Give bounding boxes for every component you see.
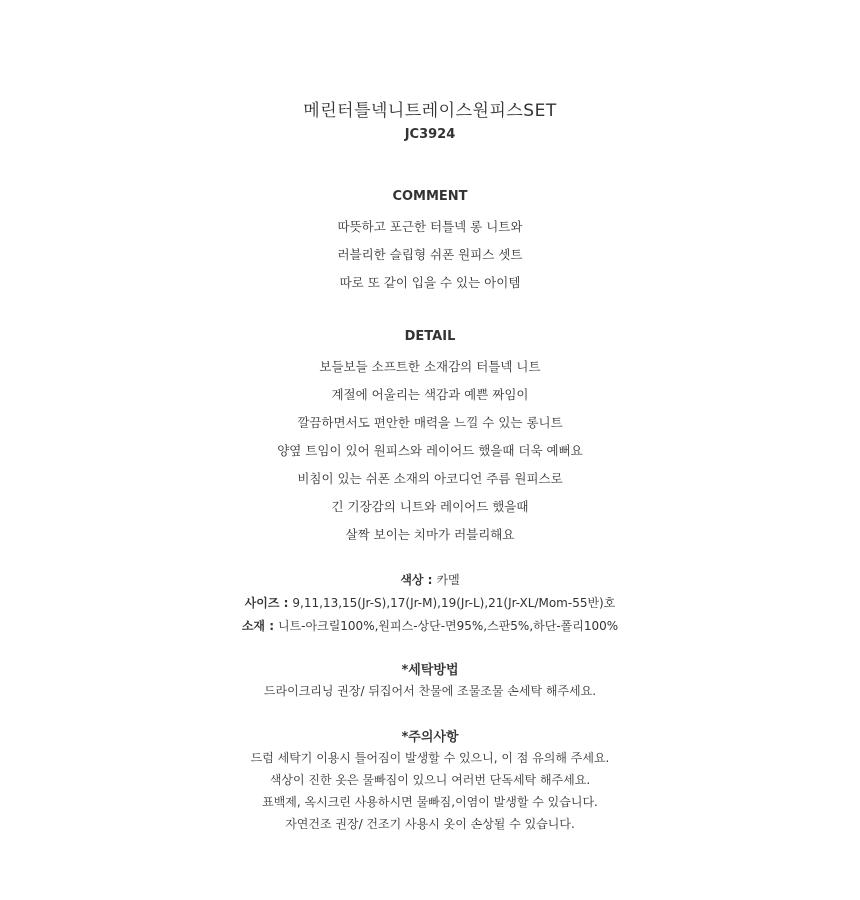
comment-line: 따로 또 같이 입을 수 있는 아이템 — [339, 275, 521, 290]
caution-line: 표백제, 옥시크린 사용하시면 물빠짐,이염이 발생할 수 있습니다. — [262, 795, 598, 809]
detail-line: 긴 기장감의 니트와 레이어드 했을때 — [331, 499, 529, 514]
detail-line: 비침이 있는 쉬폰 소재의 아코디언 주름 원피스로 — [297, 471, 563, 486]
detail-line: 깔끔하면서도 편안한 매력을 느낄 수 있는 롱니트 — [297, 415, 563, 430]
washing-heading: *세탁방법 — [401, 663, 459, 678]
spec-material — [0, 617, 860, 634]
spec-material-value: 니트-아크릴100%,원피스-상단-면95%,스판5%,하단-폴리100% — [278, 619, 619, 633]
spec-size-value: 9,11,13,15(Jr-S),17(Jr-M),19(Jr-L),21(Jr-XL/Mom-55반)호 — [292, 596, 616, 610]
spec-size-label: 사이즈 : — [244, 596, 289, 610]
caution-line: 드럼 세탁기 이용시 틀어짐이 발생할 수 있으니, 이 점 유의해 주세요. — [250, 751, 610, 765]
detail-line: 계절에 어울리는 색감과 예쁜 짜임이 — [331, 387, 529, 402]
comment-line: 러블리한 슬립형 쉬폰 원피스 셋트 — [337, 247, 523, 262]
detail-heading: DETAIL — [404, 329, 456, 344]
detail-line: 살짝 보이는 치마가 러블리해요 — [345, 527, 515, 542]
comment-line: 따뜻하고 포근한 터틀넥 롱 니트와 — [337, 219, 523, 234]
caution-heading: *주의사항 — [401, 730, 459, 745]
spec-color-value: 카멜 — [436, 573, 460, 587]
detail-line: 양옆 트임이 있어 원피스와 레이어드 했을때 더욱 예뻐요 — [277, 443, 583, 458]
spec-color — [0, 571, 860, 588]
caution-line: 자연건조 권장/ 건조기 사용시 옷이 손상될 수 있습니다. — [285, 817, 575, 831]
spec-material-label: 소재 : — [241, 619, 274, 633]
caution-line: 색상이 진한 옷은 물빠짐이 있으니 여러번 단독세탁 해주세요. — [269, 773, 591, 787]
product-code: JC3924 — [404, 127, 456, 142]
washing-line: 드라이크리닝 권장/ 뒤집어서 찬물에 조물조물 손세탁 해주세요. — [263, 684, 597, 698]
product-title: 메린터틀넥니트레이스원피스SET — [303, 101, 557, 121]
detail-line: 보들보들 소프트한 소재감의 터틀넥 니트 — [319, 359, 541, 374]
spec-size — [0, 594, 860, 611]
spec-color-label: 색상 : — [400, 573, 433, 587]
comment-heading: COMMENT — [392, 189, 468, 204]
